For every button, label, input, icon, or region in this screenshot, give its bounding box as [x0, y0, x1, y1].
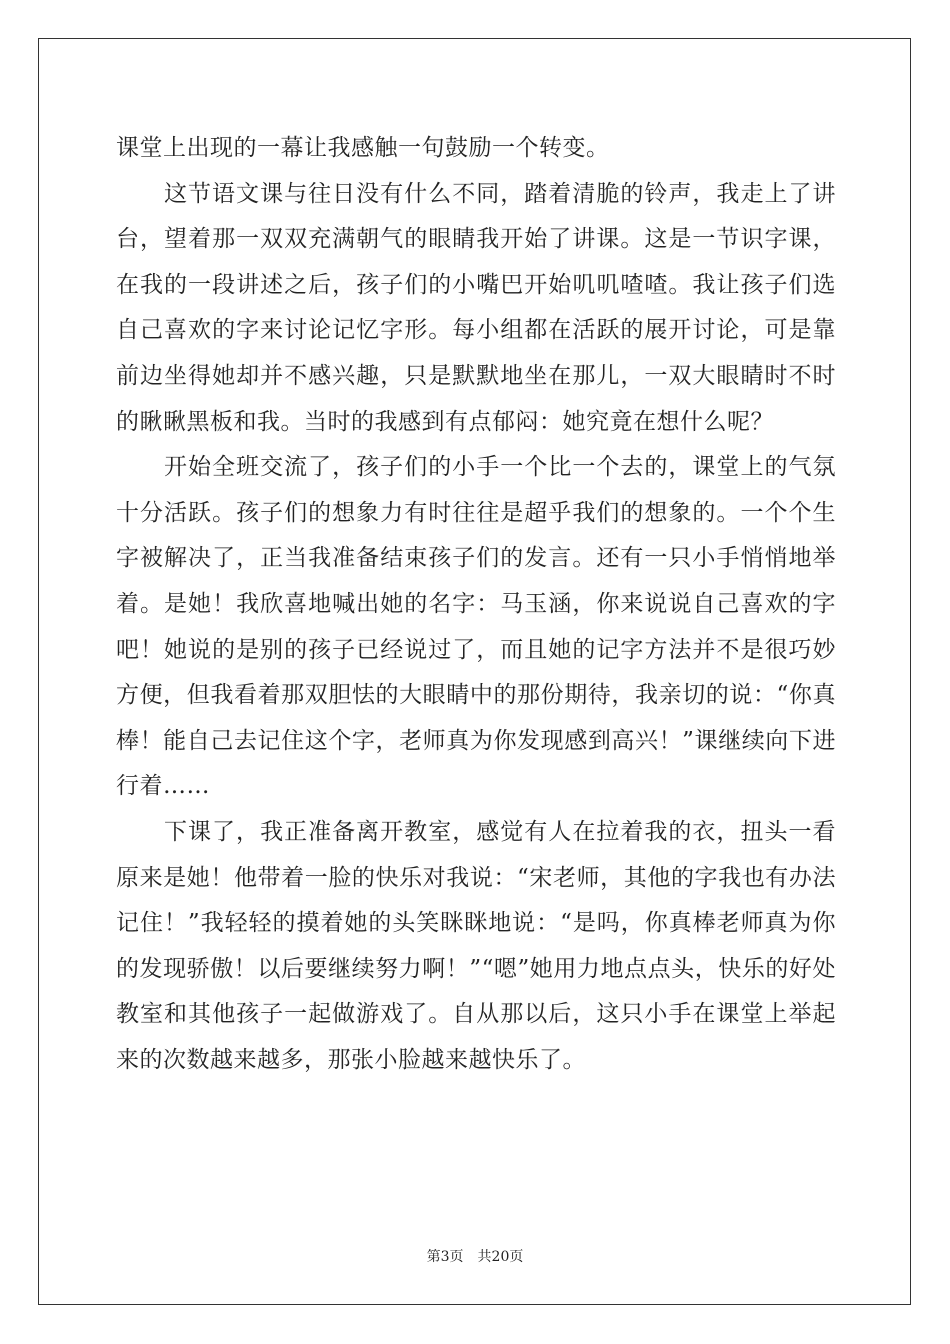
total-pages: 共20页: [477, 1249, 524, 1265]
paragraph-1: 课堂上出现的一幕让我感触一句鼓励一个转变。: [116, 135, 610, 161]
document-body: [116, 126, 836, 1083]
paragraph-4: 下课了，我正准备离开教室，感觉有人在拉着我的衣，扭头一看原来是她！他带着一脸的快乐对我说：“宋老师，其他的字我也有办法记住！”我轻轻的摸着她的头笑眯眯地说：“是吗，你真棒老师真为你的发现骄傲！以后要继续努力啊！”“嗯”她用力地点点头，快乐的好处教室和其他孩子一起做游戏了。自从那以后，这只小手在课堂上举起来的次数越来越多，那张小脸越来越快乐了。: [116, 818, 836, 1073]
page-number: 第3页: [426, 1249, 464, 1265]
paragraph-3: 开始全班交流了，孩子们的小手一个比一个去的，课堂上的气氛十分活跃。孩子们的想象力有时往往是超乎我们的想象的。一个个生字被解决了，正当我准备结束孩子们的发言。还有一只小手悄悄地举着。是她！我欣喜地喊出她的名字：马玉涵，你来说说自己喜欢的字吧！她说的是别的孩子已经说过了，而且她的记字方法并不是很巧妙方便，但我看着那双胆怯的大眼睛中的那份期待，我亲切的说：“你真棒！能自己去记住这个字，老师真为你发现感到高兴！”课继续向下进行着……: [116, 454, 836, 800]
paragraph-2: 这节语文课与往日没有什么不同，踏着清脆的铃声，我走上了讲台，望着那一双双充满朝气的眼睛我开始了讲课。这是一节识字课，在我的一段讲述之后，孩子们的小嘴巴开始叽叽喳喳。我让孩子们选自己喜欢的字来讨论记忆字形。每小组都在活跃的展开讨论，可是靠前边坐得她却并不感兴趣，只是默默地坐在那儿，一双大眼睛时不时的瞅瞅黑板和我。当时的我感到有点郁闷：她究竟在想什么呢？: [116, 180, 836, 435]
page-footer: [0, 1247, 950, 1267]
